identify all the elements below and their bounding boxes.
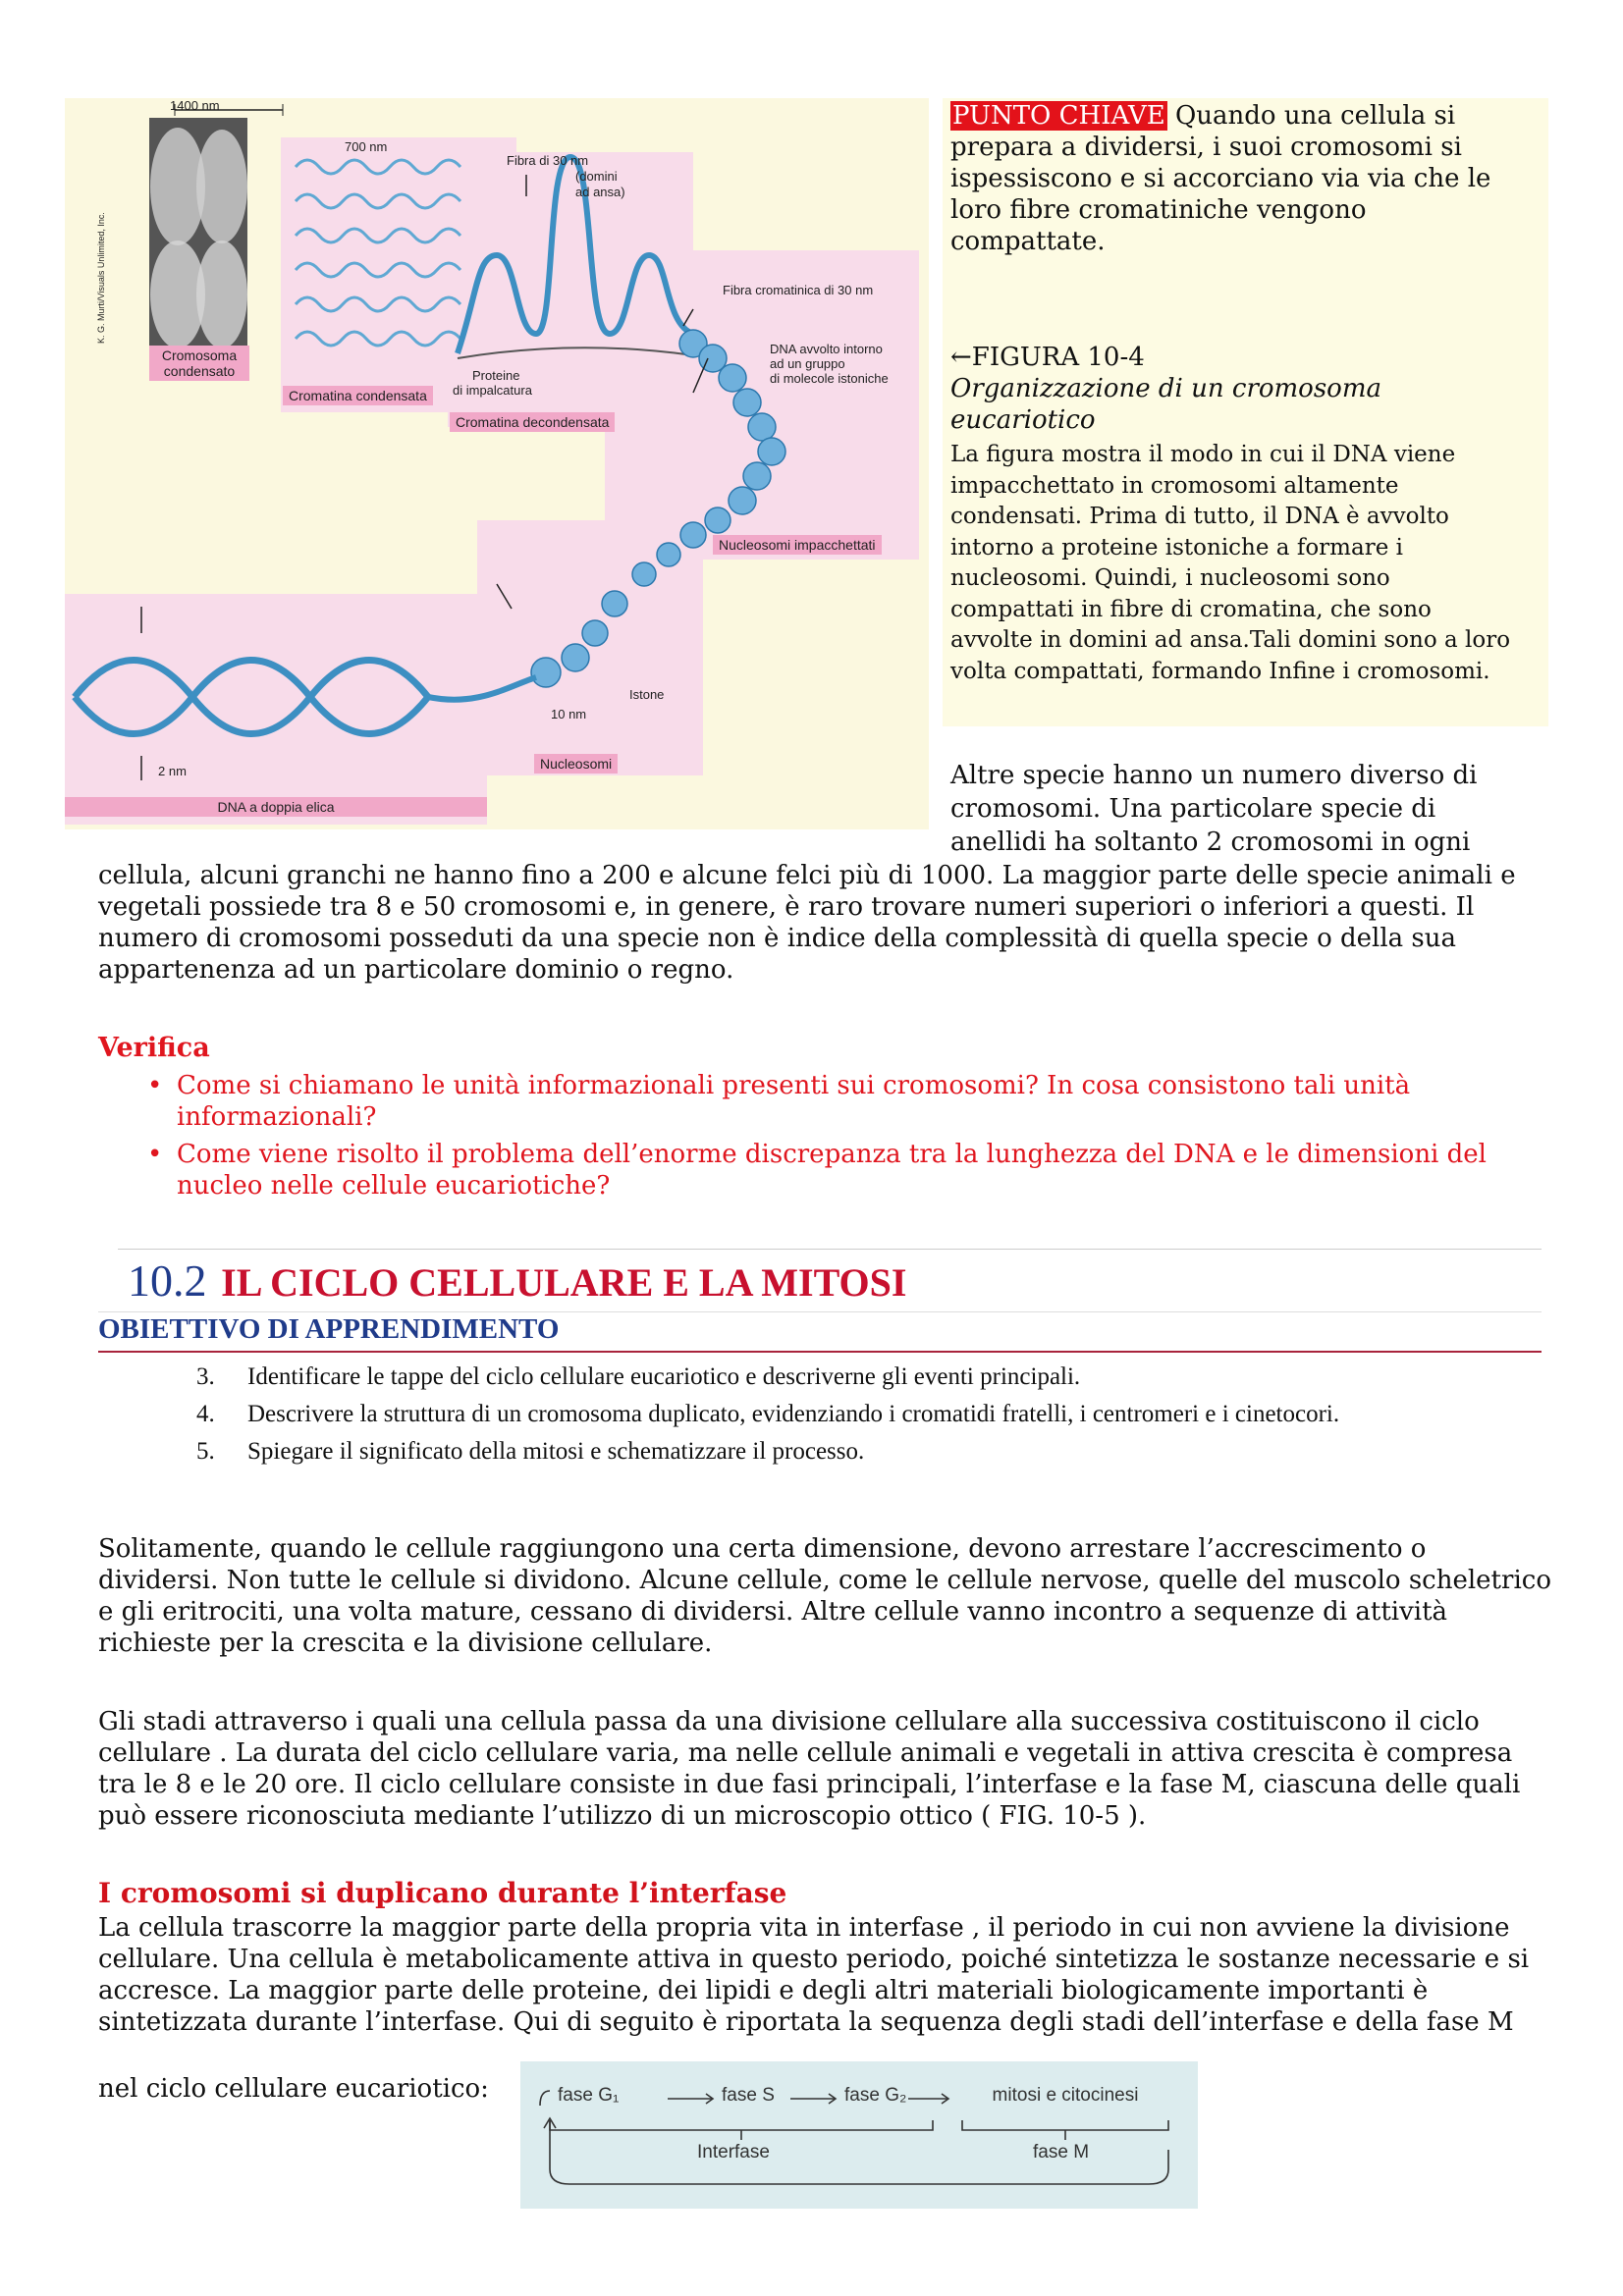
label-fase-m: fase M bbox=[1033, 2142, 1090, 2163]
species-paragraph: cellula, alcuni granchi ne hanno fino a 200 e alcune felci più di 1000. La maggior parte delle specie animali e vegetali possiede tra 8 e 50 cromosomi e, in genere, è raro trovare numeri superiori o inferiori a questi. Il numero di cromosomi posseduti da una specie non è indice della complessità di quella specie o della sua appartenenza ad un particolare dominio o regno. bbox=[98, 861, 1516, 985]
figure-drawing bbox=[65, 98, 929, 829]
figure-title-2: eucariotico bbox=[950, 405, 1096, 435]
objective-text: Spiegare il significato della mitosi e schematizzare il processo. bbox=[247, 1438, 865, 1465]
label-fibra-cromatinica: Fibra cromatinica di 30 nm bbox=[723, 283, 874, 297]
objective-number: 4. bbox=[196, 1401, 215, 1427]
section-title: IL CICLO CELLULARE E LA MITOSI bbox=[221, 1260, 907, 1305]
key-point-box bbox=[943, 98, 1548, 726]
verifica-question-1 bbox=[147, 1070, 1527, 1133]
figure-caption: La figura mostra il modo in cui il DNA viene impacchettato in cromosomi altamente condensati. Prima di tutto, il DNA è avvolto intorno a proteine istoniche a formare i nucleosomi. Quindi, i nucleosomi sono compattati in fibre di cromatina, che sono avvolte in domini ad ansa.Tali domini sono a loro volta compattati, formando Infine i cromosomi. bbox=[950, 442, 1511, 684]
label-10nm: 10 nm bbox=[551, 707, 587, 721]
cell-cycle-diagram bbox=[520, 2061, 1198, 2209]
objective-item bbox=[196, 1396, 1542, 1433]
body-paragraph-1: Solitamente, quando le cellule raggiungono una certa dimensione, devono arrestare l’accrescimento o dividersi. Non tutte le cellule si dividono. Alcune cellule, come le cellule nervose, quelle del muscolo scheletrico e gli eritrociti, una volta mature, cessano di dividersi. Altre cellule vanno incontro a sequenze di attività richieste per la crescita e la divisione cellulare. bbox=[98, 1534, 1551, 1658]
label-cromatina-condensata: Cromatina condensata bbox=[283, 386, 433, 405]
label-dna-doppia-elica: DNA a doppia elica bbox=[65, 797, 487, 817]
label-dna-avvolto-1: DNA avvolto intorno bbox=[770, 342, 883, 356]
key-point-paragraph bbox=[950, 100, 1500, 257]
label-dna-avvolto-2: ad un gruppo bbox=[770, 356, 845, 371]
label-fibra30: Fibra di 30 nm bbox=[507, 153, 589, 168]
label-2nm: 2 nm bbox=[158, 764, 187, 778]
section-rule-mid bbox=[98, 1311, 1542, 1312]
phase-s: fase S bbox=[722, 2085, 775, 2106]
objective-text: Identificare le tappe del ciclo cellulare eucariotico e descriverne gli eventi principali. bbox=[247, 1363, 1081, 1390]
subheading-text: I cromosomi si duplicano durante l’interfase bbox=[98, 1877, 787, 1909]
figure-ref: ←FIGURA 10-4 bbox=[950, 343, 1145, 372]
verifica-q1-text: Come si chiamano le unità informazionali presenti sui cromosomi? In cosa consistono tali unità informazionali? bbox=[177, 1071, 1411, 1132]
bullet: • bbox=[147, 1071, 163, 1100]
figure-title-1: Organizzazione di un cromosoma bbox=[950, 374, 1381, 403]
label-interfase: Interfase bbox=[697, 2142, 770, 2163]
phase-mitosi: mitosi e citocinesi bbox=[992, 2085, 1139, 2106]
species-line-1: Altre specie hanno un numero diverso di bbox=[950, 761, 1478, 790]
label-ad-ansa: ad ansa) bbox=[575, 185, 625, 199]
cycle-arrows bbox=[520, 2061, 1198, 2209]
scale-1400: 1400 nm bbox=[170, 98, 220, 113]
photo-credit: K. G. Murti/Visuals Unlimited, Inc. bbox=[96, 212, 106, 344]
objective-item bbox=[196, 1433, 1542, 1470]
verifica-question-2 bbox=[147, 1139, 1527, 1201]
label-proteine-2: di impalcatura bbox=[453, 383, 532, 398]
key-point-text: Quando una cellula si prepara a dividersi, i suoi cromosomi si ispessiscono e si accorciano via via che le loro fibre cromatiniche vengono compattate. bbox=[950, 101, 1491, 256]
objective-title: OBIETTIVO DI APPRENDIMENTO bbox=[98, 1313, 560, 1345]
subheading bbox=[98, 1877, 786, 1910]
label-cromosoma-2: condensato bbox=[163, 363, 236, 379]
body-paragraph-3: La cellula trascorre la maggior parte della propria vita in interfase , il periodo in cui non avviene la divisione cellulare. Una cellula è metabolicamente attiva in questo periodo, poiché sintetizza le sostanze necessarie e si accresce. La maggior parte delle proteine, dei lipidi e degli altri materiali biologicamente importanti è sintetizzata durante l’interfase. Qui di seguito è riportata la sequenza degli stadi dell’interfase e della fase M bbox=[98, 1913, 1530, 2037]
bullet: • bbox=[147, 1140, 163, 1169]
key-point-tag: PUNTO CHIAVE bbox=[952, 101, 1165, 131]
section-number: 10.2 bbox=[128, 1255, 207, 1306]
label-nucleosomi: Nucleosomi bbox=[534, 754, 618, 774]
verifica-q2-text: Come viene risolto il problema dell’enorme discrepanza tra la lunghezza del DNA e le dimensioni del nucleo nelle cellule eucariotiche? bbox=[177, 1140, 1487, 1201]
verifica-title bbox=[98, 1033, 210, 1063]
label-cromosoma-condensato bbox=[149, 346, 249, 381]
scale-700: 700 nm bbox=[345, 139, 388, 154]
label-istone: Istone bbox=[629, 687, 665, 702]
body-paragraph-2: Gli stadi attraverso i quali una cellula passa da una divisione cellulare alla successiva costituiscono il ciclo cellulare . La durata del ciclo cellulare varia, ma nelle cellule animali e vegetali in attiva crescita è compresa tra le 8 e le 20 ore. Il ciclo cellulare consiste in due fasi principali, l’interfase e la fase M, ciascuna delle quali può essere riconosciuta mediante l’utilizzo di un microscopio ottico ( FIG. 10-5 ). bbox=[98, 1707, 1521, 1831]
objective-number: 5. bbox=[196, 1438, 215, 1465]
objective-rule bbox=[98, 1351, 1542, 1353]
verifica-title-text: Verifica bbox=[98, 1033, 210, 1063]
section-heading bbox=[128, 1253, 906, 1310]
label-domini: (domini bbox=[575, 169, 618, 184]
species-line-3: anellidi ha soltanto 2 cromosomi in ogni bbox=[950, 828, 1471, 857]
species-line-2: cromosomi. Una particolare specie di bbox=[950, 794, 1436, 824]
label-nucleosomi-impacchettati: Nucleosomi impacchettati bbox=[713, 535, 882, 555]
label-cromosoma-1: Cromosoma bbox=[161, 347, 238, 363]
phase-g2: fase G₂ bbox=[844, 2085, 907, 2106]
phase-g1: fase G₁ bbox=[558, 2085, 620, 2106]
label-cromatina-decondensata: Cromatina decondensata bbox=[450, 412, 615, 432]
label-proteine-1: Proteine bbox=[472, 368, 520, 383]
chromosome-organization-figure bbox=[65, 98, 929, 829]
objective-list bbox=[196, 1359, 1542, 1470]
objective-number: 3. bbox=[196, 1363, 215, 1390]
objective-item bbox=[196, 1359, 1542, 1396]
objective-text: Descrivere la struttura di un cromosoma duplicato, evidenziando i cromatidi fratelli, i centromeri e i cinetocori. bbox=[247, 1401, 1340, 1427]
body-paragraph-3-last: nel ciclo cellulare eucariotico: bbox=[98, 2074, 489, 2104]
section-rule-top bbox=[118, 1249, 1542, 1250]
label-dna-avvolto-3: di molecole istoniche bbox=[770, 371, 889, 386]
